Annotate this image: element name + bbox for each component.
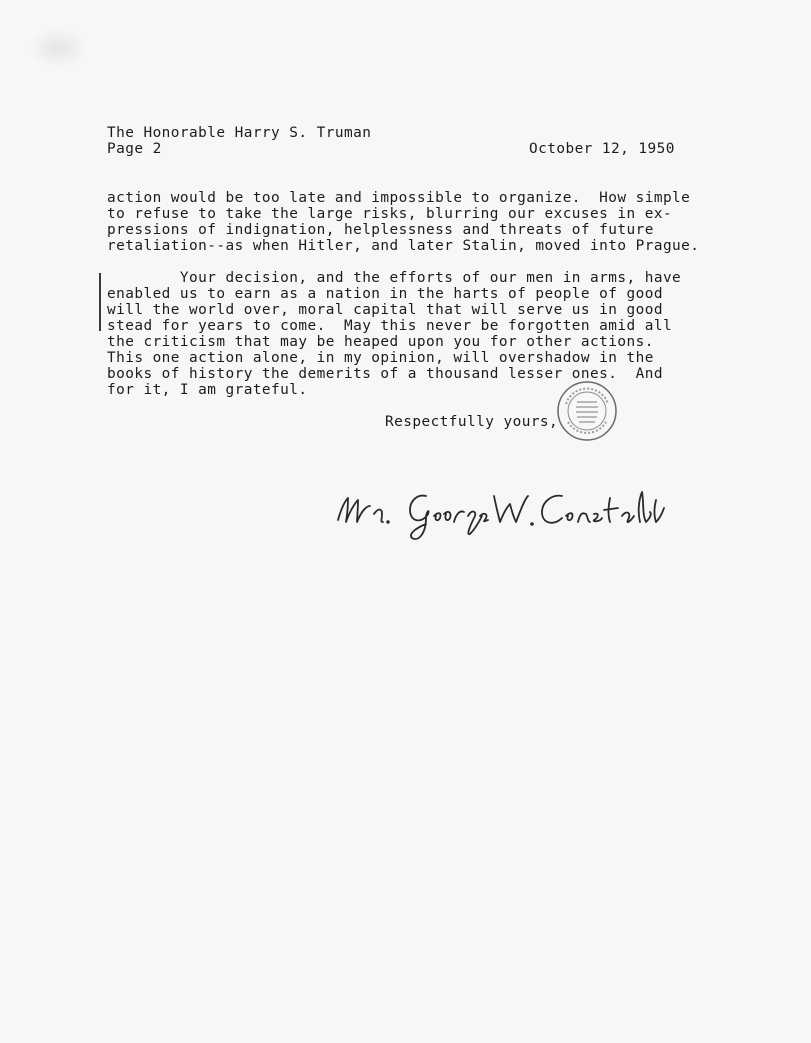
closing-line: Respectfully yours, xyxy=(385,414,559,430)
body-line: action would be too late and impossible to organize. How simple xyxy=(107,190,691,206)
body-line: retaliation--as when Hitler, and later Stalin, moved into Prague. xyxy=(107,238,700,254)
body-line: Your decision, and the efforts of our men in arms, have xyxy=(107,270,682,286)
margin-pencil-mark xyxy=(99,273,101,331)
body-line: the criticism that may be heaped upon you for other actions. xyxy=(107,334,654,350)
body-line: stead for years to come. May this never be forgotten amid all xyxy=(107,318,673,334)
letter-date: October 12, 1950 xyxy=(529,141,675,157)
body-line: This one action alone, in my opinion, will overshadow in the xyxy=(107,350,654,366)
library-stamp-seal xyxy=(556,380,618,442)
body-line: to refuse to take the large risks, blurring our excuses in ex- xyxy=(107,206,673,222)
body-line: enabled us to earn as a nation in the harts of people of good xyxy=(107,286,663,302)
body-line: pressions of indignation, helplessness and threats of future xyxy=(107,222,654,238)
body-line: will the world over, moral capital that will serve us in good xyxy=(107,302,663,318)
body-line: books of history the demerits of a thousand lesser ones. And xyxy=(107,366,663,382)
recipient-line: The Honorable Harry S. Truman xyxy=(107,125,372,141)
paper-smudge xyxy=(28,28,88,68)
body-line: for it, I am grateful. xyxy=(107,382,308,398)
page-number: Page 2 xyxy=(107,141,162,157)
handwritten-signature xyxy=(330,478,670,548)
